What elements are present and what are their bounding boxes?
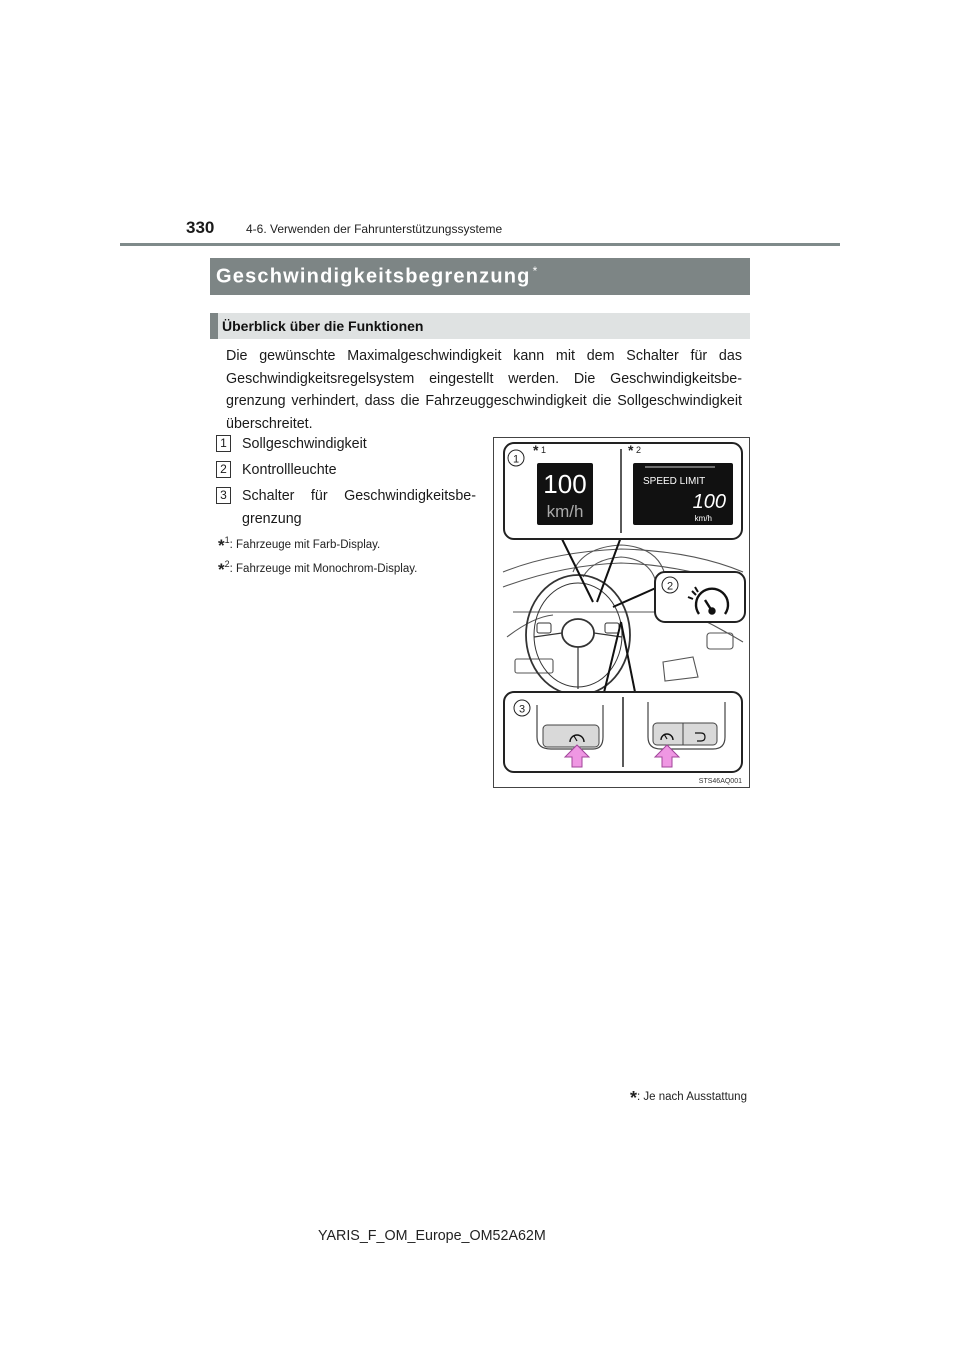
footer-document-code: YARIS_F_OM_Europe_OM52A62M: [318, 1228, 546, 1244]
footnote-sup: 2: [224, 559, 230, 569]
footnote-2: [218, 559, 417, 580]
speed-limiter-illustration: [493, 437, 750, 788]
figure-star-2-sup: 2: [636, 445, 642, 455]
footnote-1: [218, 535, 380, 556]
footnote-star: *: [218, 535, 225, 555]
figure-star-1-sup: 1: [541, 445, 547, 455]
color-display-speed: 100: [543, 469, 587, 499]
main-heading-star: *: [532, 264, 539, 278]
legend-number: 2: [216, 461, 231, 478]
figure-star-1: *: [533, 442, 539, 458]
callout-number-2: 2: [666, 580, 674, 593]
footnote-text: : Fahrzeuge mit Farb-Display.: [229, 538, 381, 551]
page-number: 330: [186, 218, 215, 237]
footnote-text: : Fahrzeuge mit Monochrom-Display.: [229, 562, 418, 575]
availability-star: *: [630, 1088, 638, 1108]
figure-code: STS46AQ001: [698, 778, 742, 785]
section-title: 4-6. Verwenden der Fahrunterstützungssysteme: [246, 222, 503, 236]
callout-number-3: 3: [518, 703, 526, 716]
header-divider: [120, 243, 840, 246]
main-heading: [216, 264, 538, 289]
color-display-unit: km/h: [546, 502, 584, 521]
legend-label: Sollgeschwindigkeit: [242, 436, 367, 452]
legend-number: 1: [216, 435, 231, 452]
figure-star-2: *: [628, 442, 634, 458]
intro-paragraph: Die gewünschte Maximalgeschwindigkeit kann mit dem Schalter für das Geschwindigkeitsregelsystem eingestellt werden. Die Geschwindigkeitsbegrenzung verhindert, dass die Fahrzeuggeschwindigkeit die Sollgeschwindigkeit überschreitet.: [226, 348, 742, 432]
mono-display-label: SPEED LIMIT: [643, 476, 706, 487]
availability-text: : Je nach Ausstattung: [637, 1091, 747, 1103]
legend-label: Schalter für Geschwindigkeitsbegrenzung: [242, 488, 476, 527]
legend-number: 3: [216, 487, 231, 504]
availability-note: [630, 1088, 747, 1109]
main-heading-text: Geschwindigkeitsbegrenzung: [216, 265, 531, 288]
mono-display-speed: 100: [692, 491, 726, 513]
footnote-star: *: [218, 559, 225, 579]
callout-number-1: 1: [512, 453, 520, 466]
sub-heading: Überblick über die Funktionen: [222, 318, 424, 334]
footnote-sup: 1: [224, 535, 230, 545]
legend-label: Kontrollleuchte: [242, 462, 337, 478]
mono-display-unit: km/h: [694, 514, 712, 523]
